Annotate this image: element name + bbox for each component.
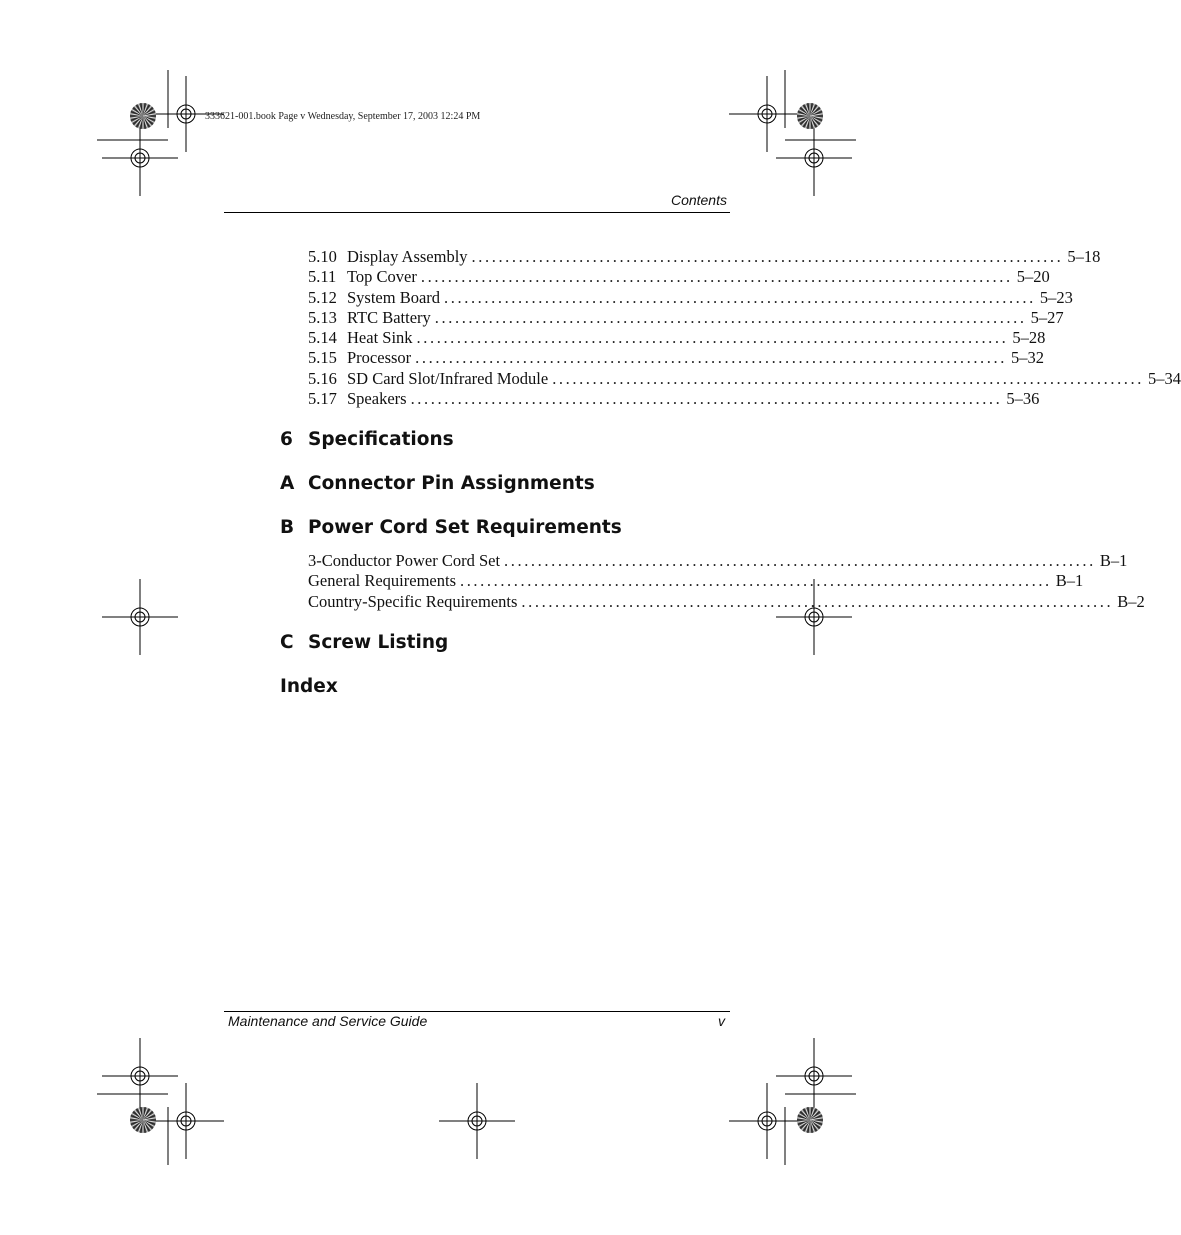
toc-entry[interactable] bbox=[308, 571, 1084, 591]
toc-entry-page: 5–28 bbox=[1012, 328, 1046, 348]
toc-entry-title: SD Card Slot/Infrared Module bbox=[347, 368, 549, 388]
toc-entry-page: B–1 bbox=[1055, 571, 1084, 591]
toc-entry-title: Speakers bbox=[347, 389, 407, 409]
toc-entry-page: 5–32 bbox=[1010, 348, 1044, 368]
toc-entry-number: 5.12 bbox=[308, 287, 337, 307]
toc-entry-title: Country-Specific Requirements bbox=[308, 591, 518, 611]
toc-entry[interactable] bbox=[308, 328, 1046, 348]
toc-chapter-6[interactable] bbox=[280, 429, 454, 450]
toc-entry-title: Top Cover bbox=[347, 267, 417, 287]
dot-leader: ........................................................................................ bbox=[415, 348, 1007, 368]
toc-entry-title: Display Assembly bbox=[347, 247, 468, 266]
color-starburst-icon bbox=[797, 1107, 823, 1133]
toc-entry-title: General Requirements bbox=[308, 571, 456, 591]
dot-leader: ........................................................................................ bbox=[420, 267, 1013, 287]
footer-rule bbox=[224, 1011, 730, 1012]
toc-entry[interactable] bbox=[308, 247, 1101, 267]
registration-mark-icon bbox=[439, 1083, 515, 1159]
toc-entry[interactable] bbox=[308, 287, 1073, 308]
toc-appendix-b[interactable] bbox=[280, 517, 622, 538]
toc-entry[interactable] bbox=[308, 348, 1044, 368]
toc-entry-number: 5.10 bbox=[308, 247, 337, 266]
toc-section-5 bbox=[308, 247, 1181, 409]
registration-mark-icon bbox=[776, 1038, 852, 1114]
toc-entry-page: 5–27 bbox=[1030, 307, 1064, 327]
toc-entry[interactable] bbox=[308, 307, 1064, 328]
header-rule bbox=[224, 212, 730, 213]
dot-leader: ........................................................................................ bbox=[552, 368, 1144, 388]
toc-entry[interactable] bbox=[308, 389, 1040, 409]
registration-mark-icon bbox=[102, 1038, 178, 1114]
toc-entry-number: 5.11 bbox=[308, 267, 337, 287]
appendix-title: Power Cord Set Requirements bbox=[308, 517, 622, 538]
color-starburst-icon bbox=[797, 103, 823, 129]
dot-leader: ........................................................................................ bbox=[521, 591, 1114, 611]
toc-entry-number: 5.14 bbox=[308, 328, 337, 348]
chapter-title: Specifications bbox=[308, 429, 454, 450]
toc-appendix-a[interactable] bbox=[280, 473, 595, 494]
appendix-letter: C bbox=[280, 632, 294, 653]
dot-leader: ........................................................................................ bbox=[459, 571, 1052, 591]
dot-leader: ........................................................................................ bbox=[444, 287, 1036, 307]
toc-entry-number: 5.13 bbox=[308, 307, 337, 327]
footer-guide-title: Maintenance and Service Guide bbox=[228, 1013, 428, 1029]
toc-entry-number: 5.15 bbox=[308, 348, 337, 368]
appendix-title: Screw Listing bbox=[308, 632, 449, 653]
slug-line: 333621-001.book Page v Wednesday, September 17, 2003 12:24 PM bbox=[205, 111, 481, 122]
registration-mark-icon bbox=[729, 76, 805, 152]
toc-appendix-c[interactable] bbox=[280, 632, 448, 653]
dot-leader: ........................................................................................ bbox=[410, 389, 1003, 409]
toc-index[interactable] bbox=[280, 676, 338, 697]
dot-leader: ........................................................................................ bbox=[504, 551, 1096, 570]
toc-entry-title: 3-Conductor Power Cord Set bbox=[308, 551, 501, 570]
dot-leader: ........................................................................................ bbox=[416, 328, 1009, 348]
index-title: Index bbox=[280, 676, 338, 697]
toc-entry-page: 5–18 bbox=[1067, 247, 1101, 266]
toc-entry-page: B–1 bbox=[1099, 551, 1128, 570]
toc-entry-title: Processor bbox=[347, 348, 412, 368]
dot-leader: ........................................................................................ bbox=[471, 247, 1064, 266]
toc-entry-page: 5–36 bbox=[1006, 389, 1040, 409]
appendix-letter: A bbox=[280, 473, 295, 494]
appendix-letter: B bbox=[280, 517, 295, 538]
toc-entry[interactable] bbox=[308, 368, 1181, 389]
toc-entry[interactable] bbox=[308, 551, 1128, 571]
toc-entry-page: 5–20 bbox=[1016, 267, 1050, 287]
toc-entry-number: 5.17 bbox=[308, 389, 337, 409]
chapter-number: 6 bbox=[280, 429, 293, 450]
color-starburst-icon bbox=[130, 1107, 156, 1133]
appendix-title: Connector Pin Assignments bbox=[308, 473, 595, 494]
toc-entry-title: Heat Sink bbox=[347, 328, 413, 348]
toc-entry-number: 5.16 bbox=[308, 368, 337, 388]
registration-mark-icon bbox=[102, 579, 178, 655]
color-starburst-icon bbox=[130, 103, 156, 129]
footer-page-number: v bbox=[718, 1013, 725, 1029]
toc-entry-page: 5–34 bbox=[1148, 368, 1181, 388]
dot-leader: ........................................................................................ bbox=[434, 307, 1027, 327]
toc-entry-title: RTC Battery bbox=[347, 307, 431, 327]
toc-entry[interactable] bbox=[308, 267, 1050, 287]
toc-appendix-b-entries bbox=[308, 551, 1145, 612]
toc-entry-page: 5–23 bbox=[1039, 287, 1073, 307]
toc-entry-page: B–2 bbox=[1117, 591, 1145, 611]
toc-entry-title: System Board bbox=[347, 287, 441, 307]
running-head: Contents bbox=[670, 192, 727, 208]
registration-mark-icon bbox=[102, 120, 178, 196]
registration-mark-icon bbox=[776, 120, 852, 196]
toc-entry[interactable] bbox=[308, 591, 1145, 612]
